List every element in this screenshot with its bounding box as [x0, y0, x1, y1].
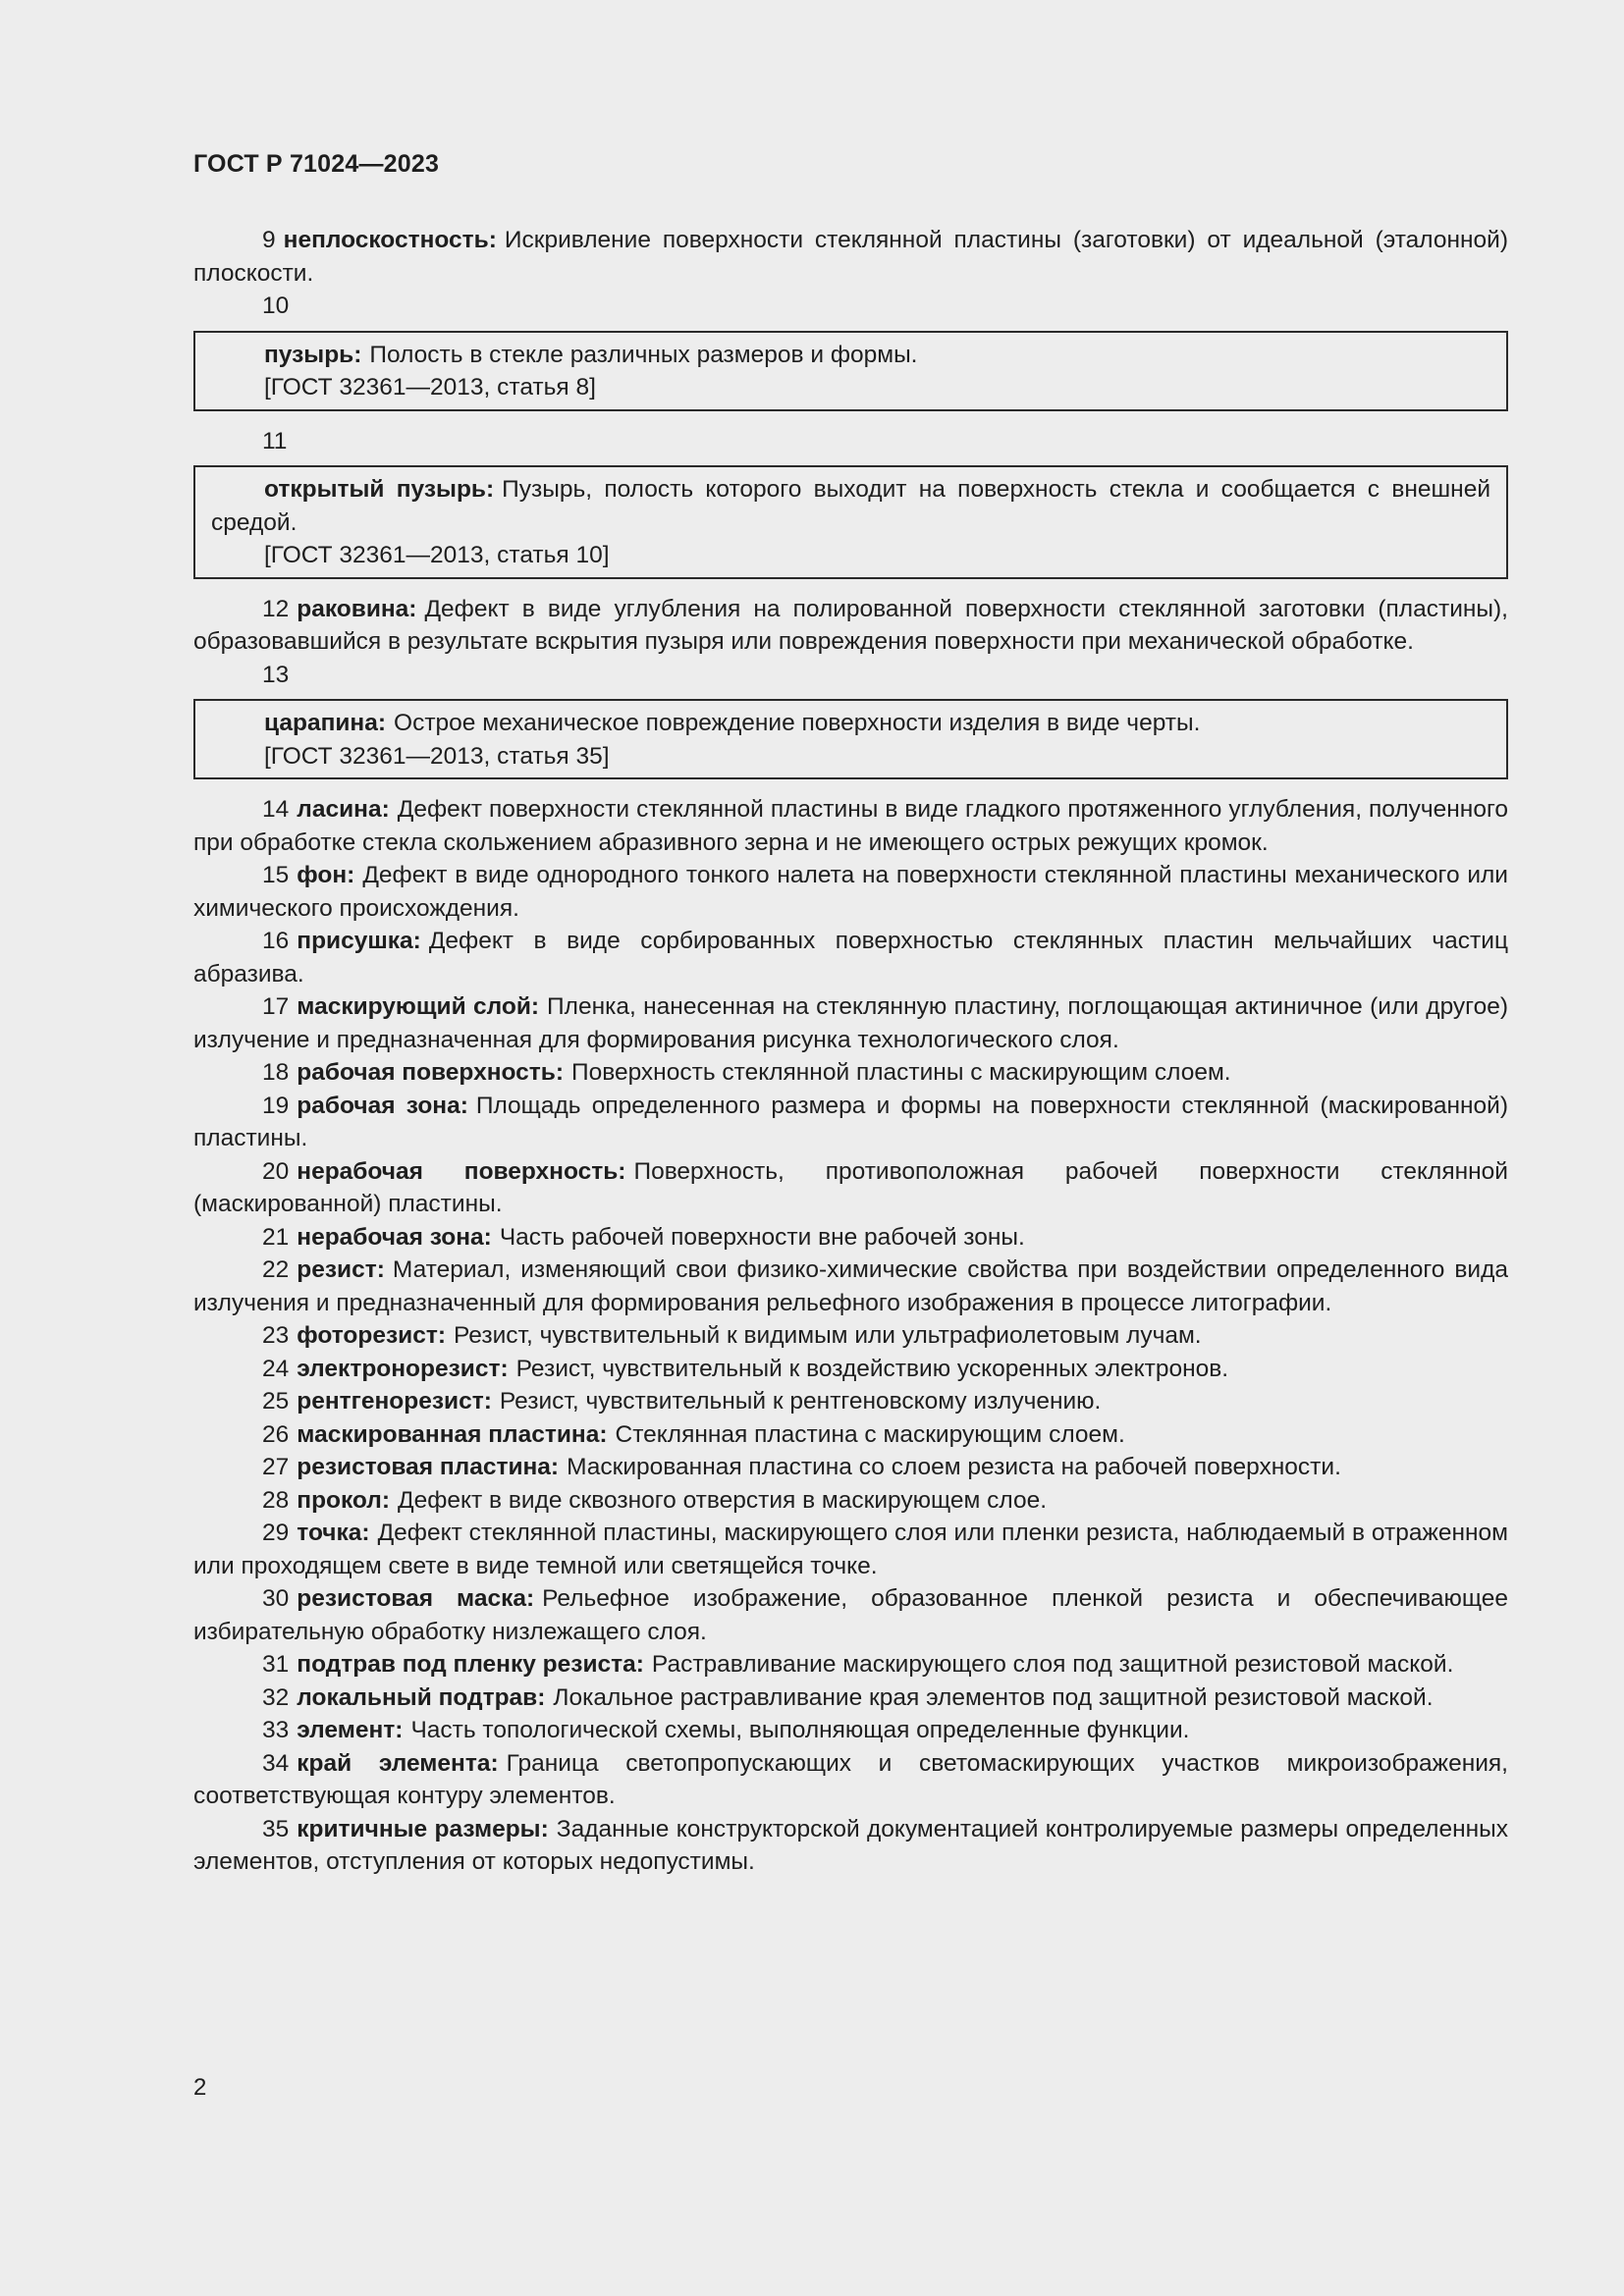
term-label: маскирующий слой: — [297, 993, 540, 1020]
term-entry-21 — [193, 1221, 1508, 1255]
term-number: 26 — [262, 1420, 290, 1448]
term-definition: Резист, чувствительный к видимым или ультрафиолетовым лучам. — [454, 1322, 1202, 1349]
term-box-13 — [193, 699, 1508, 779]
term-number: 14 — [262, 796, 290, 823]
term-definition: Заданные конструкторской документацией контролируемые размеры определенных элементов, отступления от которых недопустимы. — [193, 1815, 1509, 1875]
term-entry-15 — [193, 859, 1508, 925]
term-definition: Пузырь, полость которого выходит на поверхность стекла и сообщается с внешней средой. — [211, 476, 1491, 536]
term-number: 24 — [262, 1355, 290, 1382]
term-number: 20 — [262, 1157, 290, 1185]
term-entry-24 — [193, 1353, 1508, 1386]
term-definition: Острое механическое повреждение поверхности изделия в виде черты. — [394, 710, 1201, 736]
term-definition: Рельефное изображение, образованное пленкой резиста и обеспечивающее избирательную обработку низлежащего слоя. — [193, 1585, 1508, 1645]
page-number: 2 — [193, 2074, 207, 2101]
term-entry-25 — [193, 1385, 1508, 1418]
document-header: ГОСТ Р 71024—2023 — [193, 150, 440, 178]
term-label: фоторезист: — [297, 1322, 446, 1349]
term-definition: Дефект в виде углубления на полированной поверхности стеклянной заготовки (пластины), образовавшийся в результате вскрытия пузыря или повреждения поверхности при механической обработке. — [193, 595, 1508, 655]
term-reference: [ГОСТ 32361—2013, статья 35] — [264, 742, 610, 770]
term-number: 23 — [262, 1322, 290, 1349]
term-number: 25 — [262, 1388, 290, 1415]
term-label: пузырь: — [264, 341, 362, 368]
term-label: раковина: — [297, 595, 417, 622]
term-label: нерабочая поверхность: — [297, 1157, 626, 1185]
term-definition: Площадь определенного размера и формы на поверхности стеклянной (маскированной) пластины. — [193, 1092, 1508, 1151]
term-label: открытый пузырь: — [264, 476, 495, 503]
term-entry-16 — [193, 925, 1508, 990]
term-number: 34 — [262, 1749, 290, 1777]
term-definition: Искривление поверхности стеклянной пластины (заготовки) от идеальной (эталонной) плоскости. — [193, 227, 1508, 287]
term-number-11: 11 — [262, 427, 288, 454]
term-label: критичные размеры: — [297, 1815, 549, 1842]
term-definition: Дефект поверхности стеклянной пластины в виде гладкого протяженного углубления, полученного при обработке стекла скольжением абразивного зерна и не имеющего острых режущих кромок. — [193, 796, 1508, 856]
term-number: 16 — [262, 928, 290, 954]
term-definition: Поверхность, противоположная рабочей поверхности стеклянной (маскированной) пластины. — [193, 1157, 1508, 1217]
term-entry-19 — [193, 1090, 1508, 1155]
term-entry-22 — [193, 1254, 1508, 1319]
term-label: фон: — [297, 862, 355, 888]
term-number-13: 13 — [262, 661, 290, 688]
term-number: 35 — [262, 1815, 290, 1842]
term-number: 27 — [262, 1454, 290, 1480]
term-definition: Поверхность стеклянной пластины с маскирующим слоем. — [570, 1059, 1231, 1086]
term-number: 12 — [262, 595, 290, 622]
term-entry-10 — [211, 339, 1490, 372]
term-definition: Часть рабочей поверхности вне рабочей зоны. — [499, 1223, 1025, 1251]
term-entry-17 — [193, 990, 1508, 1056]
term-box-10 — [193, 331, 1508, 411]
terms-list — [193, 224, 1508, 1879]
term-entry-30 — [193, 1582, 1508, 1648]
term-number: 32 — [262, 1683, 290, 1711]
term-definition: Дефект в виде однородного тонкого налета на поверхности стеклянной пластины механического или химического происхождения. — [193, 862, 1508, 922]
term-label: резистовая пластина: — [297, 1454, 560, 1480]
term-definition: Граница светопропускающих и светомаскирующих участков микроизображения, соответствующая контуру элементов. — [193, 1749, 1508, 1809]
term-label: резистовая маска: — [297, 1585, 535, 1612]
term-definition: Полость в стекле различных размеров и формы. — [369, 341, 918, 368]
term-number: 33 — [262, 1717, 290, 1743]
term-number: 15 — [262, 862, 290, 888]
term-definition: Стеклянная пластина с маскирующим слоем. — [615, 1420, 1125, 1448]
term-label: точка: — [297, 1520, 370, 1546]
term-label: подтрав под пленку резиста: — [297, 1651, 644, 1678]
term-entry-35 — [193, 1813, 1508, 1879]
term-definition: Маскированная пластина со слоем резиста на рабочей поверхности. — [567, 1454, 1341, 1480]
term-number: 28 — [262, 1486, 290, 1514]
term-entry-11 — [211, 473, 1490, 539]
term-label: рабочая зона: — [297, 1092, 468, 1119]
term-entry-31 — [193, 1648, 1508, 1682]
term-entry-18 — [193, 1056, 1508, 1090]
term-number: 22 — [262, 1256, 290, 1283]
term-definition: Материал, изменяющий свои физико-химические свойства при воздействии определенного вида излучения и предназначенный для формирования рельефного изображения в процессе литографии. — [193, 1256, 1508, 1316]
term-label: маскированная пластина: — [297, 1420, 608, 1448]
term-number: 30 — [262, 1585, 290, 1612]
term-label: локальный подтрав: — [297, 1683, 546, 1711]
term-entry-20 — [193, 1155, 1508, 1221]
term-number-10: 10 — [262, 293, 290, 319]
term-label: край элемента: — [297, 1749, 499, 1777]
term-number: 31 — [262, 1651, 290, 1678]
term-entry-28 — [193, 1484, 1508, 1518]
term-number: 9 — [262, 227, 276, 253]
term-entry-13 — [211, 707, 1490, 740]
term-definition: Часть топологической схемы, выполняющая определенные функции. — [410, 1717, 1190, 1743]
term-label: рабочая поверхность: — [297, 1059, 564, 1086]
term-entry-12 — [193, 593, 1508, 659]
term-definition: Дефект в виде сквозного отверстия в маскирующем слое. — [398, 1486, 1048, 1514]
term-entry-29 — [193, 1517, 1508, 1582]
term-label: элемент: — [297, 1717, 404, 1743]
term-number: 19 — [262, 1092, 290, 1119]
term-reference: [ГОСТ 32361—2013, статья 10] — [264, 542, 610, 568]
term-reference: [ГОСТ 32361—2013, статья 8] — [264, 374, 596, 400]
term-definition: Растравливание маскирующего слоя под защитной резистовой маской. — [651, 1651, 1454, 1678]
term-number: 21 — [262, 1223, 290, 1251]
term-definition: Дефект в виде сорбированных поверхностью стеклянных пластин мельчайших частиц абразива. — [193, 928, 1508, 988]
term-number: 18 — [262, 1059, 290, 1086]
term-label: неплоскостность: — [283, 227, 497, 253]
term-box-11 — [193, 465, 1508, 579]
term-entry-23 — [193, 1319, 1508, 1353]
term-label: электронорезист: — [297, 1355, 509, 1382]
term-entry-26 — [193, 1418, 1508, 1452]
term-label: прокол: — [297, 1486, 391, 1514]
term-entry-14 — [193, 793, 1508, 859]
term-label: нерабочая зона: — [297, 1223, 492, 1251]
term-entry-9 — [193, 224, 1508, 290]
term-entry-32 — [193, 1682, 1508, 1715]
term-definition: Резист, чувствительный к рентгеновскому излучению. — [499, 1388, 1102, 1415]
term-entry-34 — [193, 1747, 1508, 1813]
term-label: присушка: — [297, 928, 421, 954]
term-definition: Резист, чувствительный к воздействию ускоренных электронов. — [515, 1355, 1229, 1382]
term-label: царапина: — [264, 710, 387, 736]
term-definition: Локальное растравливание края элементов под защитной резистовой маской. — [553, 1683, 1434, 1711]
term-definition: Пленка, нанесенная на стеклянную пластину, поглощающая актиничное (или другое) излучение и предназначенная для формирования рисунка технологического слоя. — [193, 993, 1508, 1053]
term-label: ласина: — [297, 796, 390, 823]
term-entry-27 — [193, 1451, 1508, 1484]
term-definition: Дефект стеклянной пластины, маскирующего слоя или пленки резиста, наблюдаемый в отраженном или проходящем свете в виде темной или светящейся точке. — [193, 1520, 1508, 1579]
term-entry-33 — [193, 1714, 1508, 1747]
term-label: рентгенорезист: — [297, 1388, 492, 1415]
term-number: 29 — [262, 1520, 290, 1546]
term-number: 17 — [262, 993, 290, 1020]
term-label: резист: — [297, 1256, 385, 1283]
